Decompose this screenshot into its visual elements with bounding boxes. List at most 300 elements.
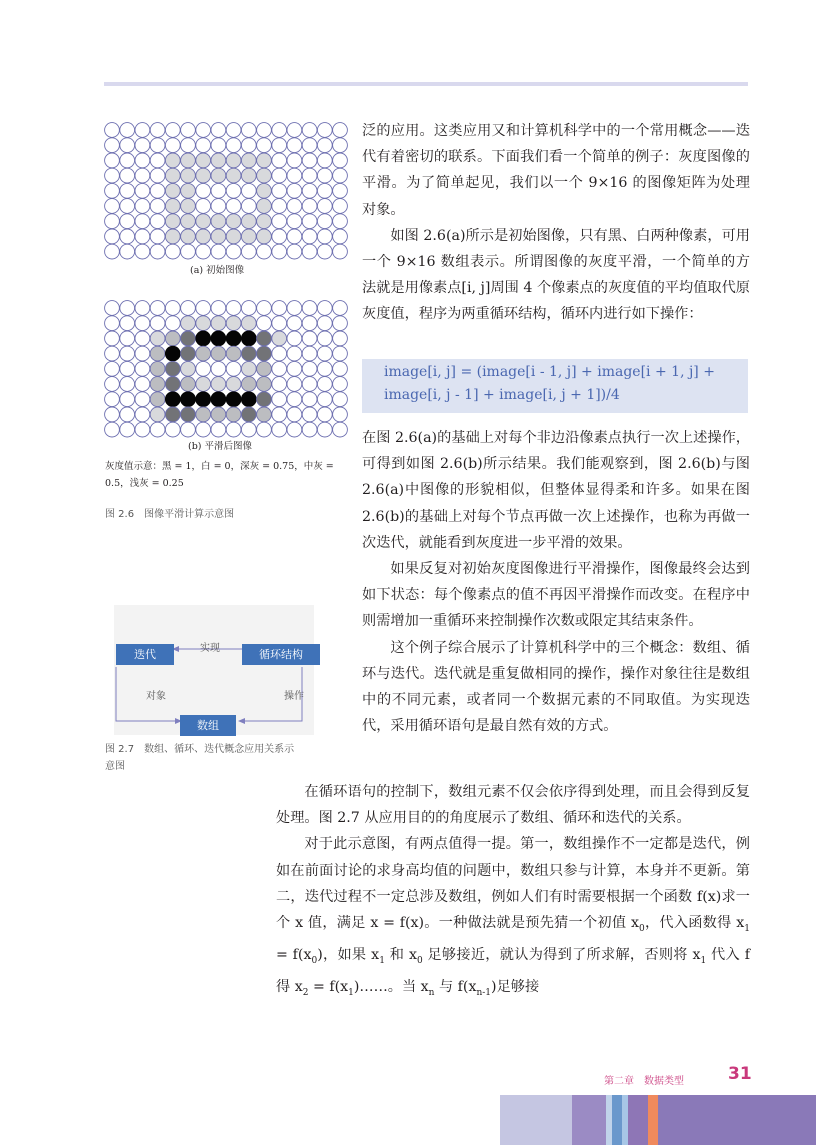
pixel [287, 361, 302, 376]
pixel [302, 361, 317, 376]
pixel [120, 346, 135, 361]
pixel [165, 153, 180, 168]
pixel [272, 331, 287, 346]
pixel [272, 316, 287, 331]
pixel [287, 123, 302, 138]
pixel [317, 316, 332, 331]
pixel [287, 316, 302, 331]
pixel [105, 361, 120, 376]
pixel [105, 229, 120, 244]
pixel [150, 199, 165, 214]
pixel [120, 316, 135, 331]
paragraph-loop-control: 在循环语句的控制下，数组元素不仅会依序得到处理，而且会得到反复处理。图 2.7 从应用目的的角度展示了数组、循环和迭代的关系。 [276, 784, 750, 827]
header-rule [104, 82, 748, 86]
pixel [165, 422, 180, 437]
pixel [181, 138, 196, 153]
pixel [257, 346, 272, 361]
pixel [241, 138, 256, 153]
pixel [105, 407, 120, 422]
paragraph-continuation: 泛的应用。这类应用又和计算机科学中的一个常用概念——迭代有着密切的联系。下面我们看一个简单的例子：灰度图像的平滑。为了简单起见，我们以一个 9×16 的图像矩阵为处理对象。 [362, 123, 750, 218]
pixel [150, 346, 165, 361]
pixel [333, 199, 348, 214]
pixel [317, 153, 332, 168]
pixel [317, 123, 332, 138]
pixel [241, 331, 256, 346]
pixel [105, 168, 120, 183]
paragraph-remarks: 对于此示意图，有两点值得一提。第一，数组操作不一定都是迭代，例如在前面讨论的求身高均值的问题中，数组只参与计算，本身并不更新。第二，迭代过程不一定总涉及数组，例如人们有时需要根据一个函数 f(x)求一个 x 值，满足 x = f(x)。一种做法就是预先猜一个初值 $x_0$，代入函数得 $x_1 = f(x_0)$，如果 $x_1$ 和 $x_0$ 足够接近，就认为得到了所求解，否则将 $x_1$ 代入 f 得 $x_2$ = $f(x_1)\dots\dots$。当 $x_n$ 与 $f(x_{n-1})$足够接 [276, 836, 751, 998]
pixel [241, 346, 256, 361]
pixel [317, 183, 332, 198]
pixel [120, 377, 135, 392]
pixel [333, 377, 348, 392]
pixel [105, 346, 120, 361]
pixel [333, 346, 348, 361]
pixel [135, 392, 150, 407]
pixel [135, 229, 150, 244]
pixel [165, 168, 180, 183]
pixel [120, 138, 135, 153]
pixel [181, 214, 196, 229]
pixel [241, 168, 256, 183]
pixel [226, 183, 241, 198]
pixel [105, 244, 120, 259]
pixel [317, 422, 332, 437]
pixel [226, 153, 241, 168]
pixel [226, 123, 241, 138]
pixel [211, 392, 226, 407]
pixel [257, 316, 272, 331]
pixel [181, 316, 196, 331]
pixel [165, 361, 180, 376]
pixel [302, 422, 317, 437]
gray-legend: 灰度值示意：黑 = 1，白 = 0，深灰 = 0.75，中灰 = 0.5，浅灰 = 0.25 [105, 461, 334, 489]
pixel [165, 316, 180, 331]
pixel [181, 346, 196, 361]
pixel [226, 377, 241, 392]
paragraph-concepts: 这个例子综合展示了计算机科学中的三个概念：数组、循环与迭代。迭代就是重复做相同的操作，操作对象往往是数组中的不同元素，或者同一个数据元素的不同取值。为实现迭代，采用循环语句是最自然有效的方式。 [362, 639, 750, 735]
pixel [181, 361, 196, 376]
pixel [105, 138, 120, 153]
pixel [226, 361, 241, 376]
pixel [333, 244, 348, 259]
pixel [181, 153, 196, 168]
pixel [196, 377, 211, 392]
pixel [120, 392, 135, 407]
pixel [272, 244, 287, 259]
pixel [302, 214, 317, 229]
pixel [196, 138, 211, 153]
pixel [287, 407, 302, 422]
pixel [165, 183, 180, 198]
pixel [272, 361, 287, 376]
edge-label-operation: 操作 [284, 691, 304, 702]
pixel [302, 377, 317, 392]
pixel [165, 138, 180, 153]
pixel [120, 229, 135, 244]
pixel [165, 407, 180, 422]
pixel [226, 422, 241, 437]
pixel [181, 123, 196, 138]
pixel [333, 138, 348, 153]
pixel [120, 153, 135, 168]
pixel [226, 138, 241, 153]
pixel [105, 153, 120, 168]
pixel [257, 214, 272, 229]
node-array: 数组 [180, 715, 236, 736]
pixel [135, 123, 150, 138]
pixel [333, 168, 348, 183]
paragraph-convergence: 如果反复对初始灰度图像进行平滑操作，图像最终会达到如下状态：每个像素点的值不再因平滑操作而改变。在程序中则需增加一重循环来控制操作次数或限定其结束条件。 [362, 561, 750, 630]
pixel [135, 138, 150, 153]
pixel [257, 377, 272, 392]
pixel [211, 153, 226, 168]
text-block-middle [362, 425, 750, 739]
pixel [317, 392, 332, 407]
pixel [241, 153, 256, 168]
pixel [211, 199, 226, 214]
pixel [302, 392, 317, 407]
pixel [105, 199, 120, 214]
pixel [241, 123, 256, 138]
pixel [257, 138, 272, 153]
formula-box [362, 359, 748, 413]
pixel [317, 214, 332, 229]
pixel [302, 244, 317, 259]
pixel [333, 407, 348, 422]
pixel [317, 377, 332, 392]
pixel [196, 346, 211, 361]
pixel [333, 183, 348, 198]
pixel [333, 361, 348, 376]
pixel [135, 244, 150, 259]
pixel [241, 407, 256, 422]
pixel [226, 244, 241, 259]
pixel [135, 316, 150, 331]
pixel [287, 214, 302, 229]
pixel [196, 331, 211, 346]
paragraph-result: 在图 2.6(a)的基础上对每个非边沿像素点执行一次上述操作，可得到如图 2.6(b)所示结果。我们能观察到，图 2.6(b)与图 2.6(a)中图像的形貌相似，但整体显得柔和许多。如果在图 2.6(b)的基础上对每个节点再做一次上述操作，也称为再做一次迭代，就能看到灰度进一步平滑的效果。 [362, 430, 750, 551]
pixel [181, 168, 196, 183]
pixel [165, 346, 180, 361]
pixel [120, 301, 135, 316]
pixel [165, 214, 180, 229]
pixel [226, 168, 241, 183]
pixel [287, 377, 302, 392]
pixel [165, 123, 180, 138]
pixel [135, 377, 150, 392]
pixel [287, 392, 302, 407]
pixel [317, 199, 332, 214]
pixel [196, 168, 211, 183]
pixel [241, 392, 256, 407]
pixel [211, 229, 226, 244]
pixel [150, 168, 165, 183]
pixel [196, 301, 211, 316]
pixel [135, 422, 150, 437]
pixel [120, 183, 135, 198]
pixel [241, 301, 256, 316]
pixel [150, 229, 165, 244]
pixel [317, 229, 332, 244]
pixel [272, 229, 287, 244]
pixel [135, 407, 150, 422]
pixel [211, 301, 226, 316]
pixel [241, 199, 256, 214]
pixel [287, 199, 302, 214]
pixel [196, 153, 211, 168]
pixel [272, 301, 287, 316]
pixel [302, 331, 317, 346]
pixel [135, 199, 150, 214]
edge-label-implement: 实现 [200, 643, 220, 654]
pixel [302, 407, 317, 422]
pixel [257, 407, 272, 422]
pixel [120, 422, 135, 437]
pixel [211, 346, 226, 361]
pixel [272, 377, 287, 392]
pixel [105, 422, 120, 437]
pixel [333, 392, 348, 407]
pixel [257, 244, 272, 259]
pixel [241, 229, 256, 244]
pixel [135, 346, 150, 361]
pixel [302, 153, 317, 168]
pixel [105, 214, 120, 229]
pixel [333, 229, 348, 244]
pixel [196, 422, 211, 437]
pixel [272, 153, 287, 168]
pixel [257, 301, 272, 316]
pixel [241, 422, 256, 437]
pixel [150, 361, 165, 376]
pixel [165, 199, 180, 214]
pixel [135, 168, 150, 183]
pixel [150, 123, 165, 138]
pixel [120, 407, 135, 422]
pixel [196, 407, 211, 422]
pixel [272, 138, 287, 153]
pixel [226, 199, 241, 214]
pixel [302, 301, 317, 316]
pixel [196, 183, 211, 198]
pixel [196, 214, 211, 229]
pixel [211, 183, 226, 198]
pixel [135, 153, 150, 168]
pixel [272, 123, 287, 138]
pixel [302, 316, 317, 331]
figure-caption-b: (b) 平滑后图像 [188, 441, 253, 452]
figure-2-7-title-line1: 图 2.7 数组、循环、迭代概念应用关系示 [105, 744, 295, 755]
pixel [105, 301, 120, 316]
pixel [333, 123, 348, 138]
pixel [135, 301, 150, 316]
initial-image-grid [104, 122, 350, 262]
pixel [257, 199, 272, 214]
pixel [333, 331, 348, 346]
pixel [120, 199, 135, 214]
pixel [226, 346, 241, 361]
pixel [120, 331, 135, 346]
pixel [105, 183, 120, 198]
smoothed-image-grid [104, 300, 350, 440]
pixel [150, 316, 165, 331]
pixel [181, 199, 196, 214]
pixel [287, 301, 302, 316]
pixel [287, 168, 302, 183]
pixel [272, 168, 287, 183]
pixel [150, 244, 165, 259]
pixel [317, 331, 332, 346]
pixel [196, 229, 211, 244]
pixel [211, 331, 226, 346]
concept-diagram [114, 605, 314, 735]
pixel [150, 153, 165, 168]
pixel [181, 392, 196, 407]
pixel [211, 377, 226, 392]
pixel [211, 407, 226, 422]
figure-2-6-title: 图 2.6 图像平滑计算示意图 [105, 509, 235, 520]
pixel [105, 377, 120, 392]
pixel [317, 361, 332, 376]
pixel [317, 407, 332, 422]
pixel [211, 123, 226, 138]
pixel [287, 331, 302, 346]
pixel [135, 214, 150, 229]
pixel [135, 361, 150, 376]
node-iteration: 迭代 [116, 644, 174, 665]
pixel [272, 199, 287, 214]
formula-line-1: image[i, j] = (image[i - 1, j] + image[i + 1, j] + [384, 364, 715, 380]
pixel [150, 422, 165, 437]
text-block-bottom [276, 779, 750, 1006]
pixel [150, 183, 165, 198]
pixel [333, 316, 348, 331]
pixel [165, 301, 180, 316]
pixel [302, 346, 317, 361]
pixel [181, 229, 196, 244]
pixel [196, 244, 211, 259]
pixel [257, 331, 272, 346]
pixel [302, 168, 317, 183]
formula-line-2: image[i, j - 1] + image[i, j + 1])/4 [384, 387, 620, 403]
pixel [150, 331, 165, 346]
pixel [287, 422, 302, 437]
pixel [150, 301, 165, 316]
pixel [257, 392, 272, 407]
pixel [165, 392, 180, 407]
pixel [150, 407, 165, 422]
pixel [272, 346, 287, 361]
pixel [211, 244, 226, 259]
pixel [241, 377, 256, 392]
pixel [105, 331, 120, 346]
pixel [165, 229, 180, 244]
pixel [272, 214, 287, 229]
paragraph-smoothing-intro: 如图 2.6(a)所示是初始图像，只有黑、白两种像素，可用一个 9×16 数组表示。所谓图像的灰度平滑，一个简单的方法就是用像素点[i, j]周围 4 个像素点的灰度值的平均值取代原灰度值，程序为两重循环结构，循环内进行如下操作： [362, 227, 750, 323]
edge-label-object: 对象 [146, 691, 166, 702]
page-number: 31 [728, 1064, 752, 1084]
pixel [257, 361, 272, 376]
pixel [257, 422, 272, 437]
pixel [317, 138, 332, 153]
pixel [317, 244, 332, 259]
running-footer-chapter: 第二章 数据类型 [604, 1076, 684, 1087]
pixel [226, 229, 241, 244]
pixel [120, 123, 135, 138]
pixel [120, 214, 135, 229]
pixel [241, 183, 256, 198]
pixel [272, 407, 287, 422]
pixel [226, 316, 241, 331]
pixel [211, 422, 226, 437]
pixel [181, 183, 196, 198]
node-loop-structure: 循环结构 [242, 644, 320, 665]
pixel [272, 392, 287, 407]
pixel [241, 361, 256, 376]
pixel [287, 229, 302, 244]
pixel [317, 346, 332, 361]
pixel [196, 361, 211, 376]
pixel [302, 229, 317, 244]
pixel [287, 346, 302, 361]
pixel [120, 244, 135, 259]
pixel [150, 214, 165, 229]
pixel [211, 214, 226, 229]
pixel [272, 422, 287, 437]
pixel [165, 331, 180, 346]
pixel [120, 361, 135, 376]
pixel [135, 183, 150, 198]
pixel [196, 316, 211, 331]
pixel [196, 199, 211, 214]
pixel [196, 392, 211, 407]
pixel [317, 168, 332, 183]
pixel [181, 422, 196, 437]
figure-caption-a: (a) 初始图像 [190, 265, 245, 276]
pixel [257, 183, 272, 198]
pixel [226, 392, 241, 407]
pixel [333, 214, 348, 229]
pixel [226, 407, 241, 422]
pixel [181, 244, 196, 259]
pixel [226, 331, 241, 346]
text-block-top [362, 118, 750, 328]
pixel [181, 407, 196, 422]
pixel [333, 301, 348, 316]
pixel [165, 244, 180, 259]
pixel [181, 377, 196, 392]
pixel [257, 123, 272, 138]
pixel [105, 392, 120, 407]
pixel [226, 214, 241, 229]
pixel [181, 301, 196, 316]
pixel [287, 153, 302, 168]
pixel [105, 123, 120, 138]
pixel [135, 331, 150, 346]
pixel [211, 361, 226, 376]
pixel [241, 316, 256, 331]
pixel [211, 168, 226, 183]
pixel [150, 138, 165, 153]
pixel [211, 316, 226, 331]
pixel [241, 244, 256, 259]
pixel [105, 316, 120, 331]
pixel [211, 138, 226, 153]
pixel [165, 377, 180, 392]
pixel [257, 229, 272, 244]
pixel [257, 153, 272, 168]
pixel [302, 199, 317, 214]
